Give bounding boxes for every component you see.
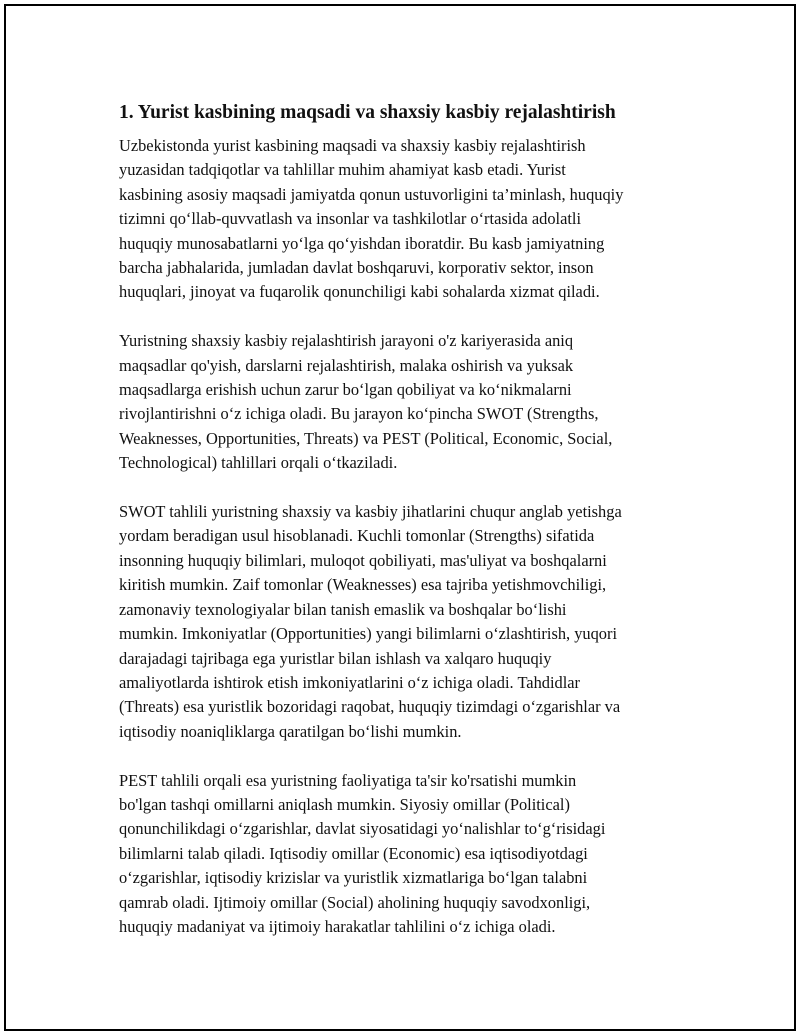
text-line: huquqiy munosabatlarni yo‘lga qo‘yishdan iboratdir. Bu kasb jamiyatning <box>119 233 605 253</box>
text-line: iqtisodiy noaniqliklarga qaratilgan bo‘lishi mumkin. <box>119 721 462 741</box>
text-line: Yuristning shaxsiy kasbiy rejalashtirish jarayoni o'z kariyerasida aniq <box>119 331 574 351</box>
text-line: o‘zgarishlar, iqtisodiy krizislar va yuristlik xizmatlariga bo‘lgan talabni <box>119 868 588 888</box>
text-line: insonning huquqiy bilimlari, muloqot qobiliyati, mas'uliyat va boshqalarni <box>119 550 607 570</box>
text-line: kasbining asosiy maqsadi jamiyatda qonun ustuvorligini ta’minlash, huquqiy <box>119 184 624 204</box>
paragraph <box>119 329 699 475</box>
text-line: yordam beradigan usul hisoblanadi. Kuchli tomonlar (Strengths) sifatida <box>119 526 595 546</box>
text-line: amaliyotlarda ishtirok etish imkoniyatlarini o‘z ichiga oladi. Tahdidlar <box>119 672 581 692</box>
text-line: maqsadlar qo'yish, darslarni rejalashtirish, malaka oshirish va yuksak <box>119 355 574 375</box>
text-line: rivojlantirishni o‘z ichiga oladi. Bu jarayon ko‘pincha SWOT (Strengths, <box>119 404 599 424</box>
text-line: qamrab oladi. Ijtimoiy omillar (Social) aholining huquqiy savodxonligi, <box>119 892 591 912</box>
section-heading: 1. Yurist kasbining maqsadi va shaxsiy kasbiy rejalashtirish <box>119 102 616 123</box>
text-line: Technological) tahlillari orqali o‘tkaziladi. <box>119 453 398 473</box>
text-line: huquqiy madaniyat va ijtimoiy harakatlar tahlilini o‘z ichiga oladi. <box>119 916 556 936</box>
text-line: yuzasidan tadqiqotlar va tahlillar muhim ahamiyat kasb etadi. Yurist <box>119 160 566 180</box>
text-line: (Threats) esa yuristlik bozoridagi raqobat, huquqiy tizimdagi o‘zgarishlar va <box>119 697 621 717</box>
text-line: kiritish mumkin. Zaif tomonlar (Weaknesses) esa tajriba yetishmovchiligi, <box>119 575 607 595</box>
text-line: PEST tahlili orqali esa yuristning faoliyatiga ta'sir ko'rsatishi mumkin <box>119 770 577 790</box>
document-body <box>119 100 699 964</box>
paragraph <box>119 134 699 305</box>
text-line: tizimni qo‘llab-quvvatlash va insonlar va tashkilotlar o‘rtasida adolatli <box>119 209 582 229</box>
text-line: Weaknesses, Opportunities, Threats) va PEST (Political, Economic, Social, <box>119 428 613 448</box>
text-line: barcha jabhalarida, jumladan davlat boshqaruvi, korporativ sektor, inson <box>119 258 594 278</box>
text-line: huquqlari, jinoyat va fuqarolik qonunchiligi kabi sohalarda xizmat qiladi. <box>119 282 600 302</box>
text-line: SWOT tahlili yuristning shaxsiy va kasbiy jihatlarini chuqur anglab yetishga <box>119 502 622 522</box>
paragraph <box>119 500 699 744</box>
paragraph <box>119 769 699 940</box>
text-line: qonunchilikdagi o‘zgarishlar, davlat siyosatidagi yo‘nalishlar to‘g‘risidagi <box>119 819 606 839</box>
text-line: Uzbekistonda yurist kasbining maqsadi va shaxsiy kasbiy rejalashtirish <box>119 136 586 155</box>
text-line: bo'lgan tashqi omillarni aniqlash mumkin. Siyosiy omillar (Political) <box>119 794 570 814</box>
text-line: bilimlarni talab qiladi. Iqtisodiy omillar (Economic) esa iqtisodiyotdagi <box>119 843 588 863</box>
paragraphs-container <box>119 134 699 939</box>
text-line: mumkin. Imkoniyatlar (Opportunities) yangi bilimlarni o‘zlashtirish, yuqori <box>119 624 618 644</box>
text-line: zamonaviy texnologiyalar bilan tanish emaslik va boshqalar bo‘lishi <box>119 599 567 619</box>
page-frame <box>4 4 796 1031</box>
text-line: maqsadlarga erishish uchun zarur bo‘lgan qobiliyat va ko‘nikmalarni <box>119 380 572 400</box>
text-line: darajadagi tajribaga ega yuristlar bilan ishlash va xalqaro huquqiy <box>119 648 552 668</box>
